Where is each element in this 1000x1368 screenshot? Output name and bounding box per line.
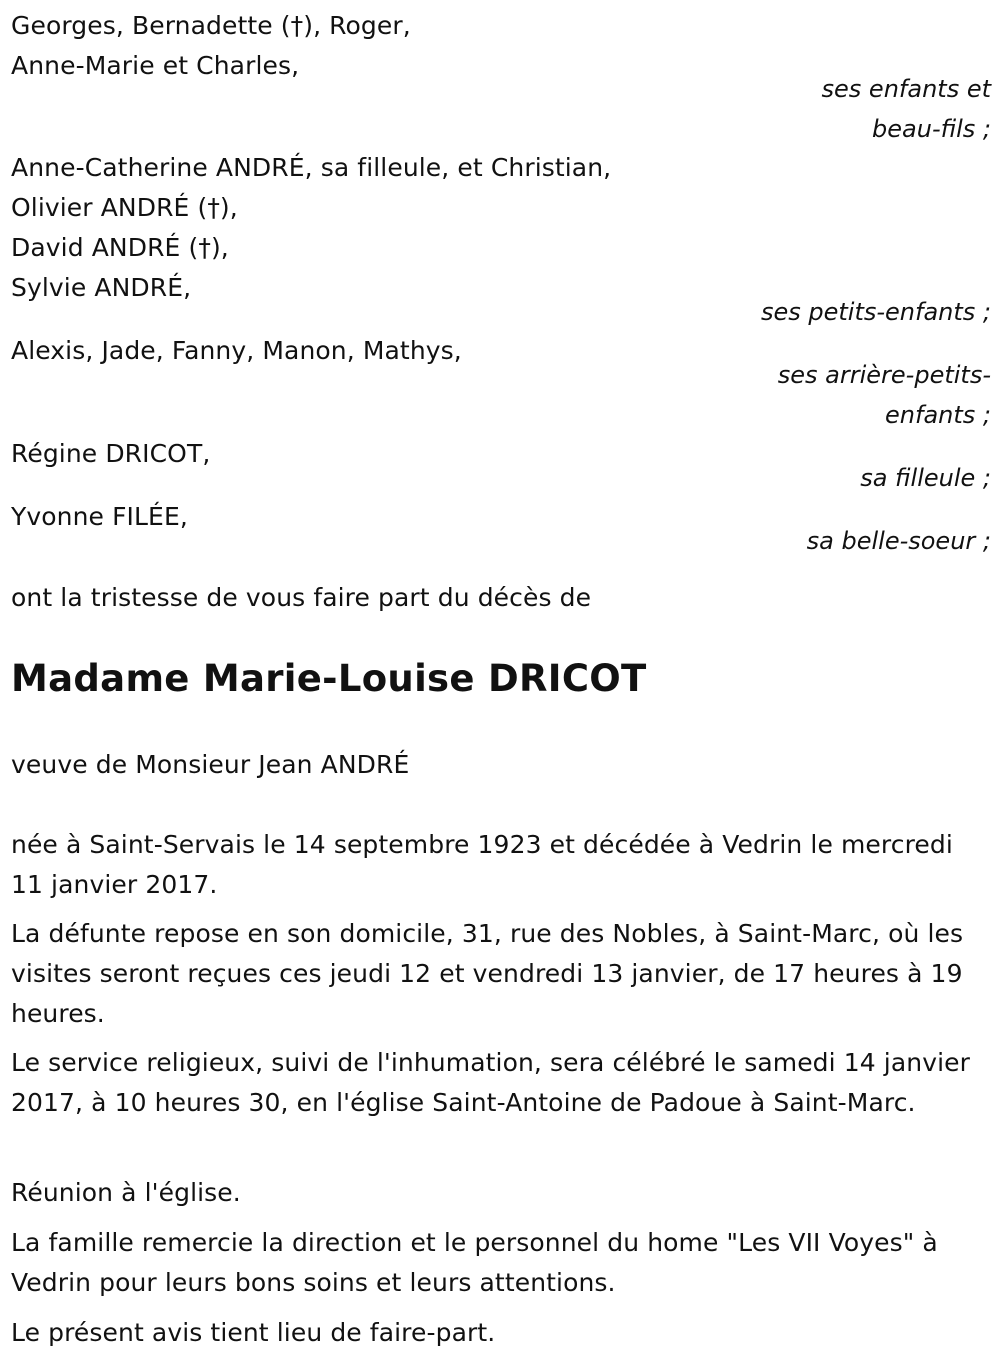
notice-paragraph: Le présent avis tient lieu de faire-part.: [11, 1318, 496, 1347]
mourner-line: Georges, Bernadette (†), Roger,: [11, 11, 411, 40]
mourner-line: Yvonne FILÉE,: [11, 502, 188, 531]
announcement-text: ont la tristesse de vous faire part du décès de: [11, 583, 592, 612]
relation-label: ses petits-enfants ;: [760, 298, 991, 326]
meeting-paragraph: Réunion à l'église.: [11, 1178, 241, 1207]
birth-death-paragraph: née à Saint-Servais le 14 septembre 1923 et décédée à Vedrin le mercredi 11 janvier 2017.: [11, 830, 953, 899]
relation-label: sa belle-soeur ;: [806, 527, 991, 555]
mourner-line: Anne-Catherine ANDRÉ, sa filleule, et Christian,: [11, 153, 612, 182]
mourner-line: Sylvie ANDRÉ,: [11, 273, 192, 302]
widow-of-text: veuve de Monsieur Jean ANDRÉ: [11, 750, 410, 779]
mourner-line: Olivier ANDRÉ (†),: [11, 193, 238, 222]
relation-label: beau-fils ;: [872, 115, 991, 143]
deceased-name: Madame Marie-Louise DRICOT: [11, 657, 647, 700]
mourner-line: Alexis, Jade, Fanny, Manon, Mathys,: [11, 336, 462, 365]
visitation-paragraph: La défunte repose en son domicile, 31, rue des Nobles, à Saint-Marc, où les visites seront reçues ces jeudi 12 et vendredi 13 janvier, de 17 heures à 19 heures.: [11, 919, 964, 1028]
mourner-line: Régine DRICOT,: [11, 439, 211, 468]
mourner-line: David ANDRÉ (†),: [11, 233, 229, 262]
relation-label: sa filleule ;: [860, 464, 991, 492]
relation-label: enfants ;: [885, 401, 991, 429]
service-paragraph: Le service religieux, suivi de l'inhumation, sera célébré le samedi 14 janvier 2017, à 10 heures 30, en l'église Saint-Antoine de Padoue à Saint-Marc.: [11, 1048, 971, 1117]
relation-label: ses enfants et: [821, 75, 991, 103]
thanks-paragraph: La famille remercie la direction et le personnel du home "Les VII Voyes" à Vedrin pour leurs bons soins et leurs attentions.: [11, 1228, 938, 1297]
relation-label: ses arrière-petits-: [777, 361, 991, 389]
mourner-line: Anne-Marie et Charles,: [11, 51, 300, 80]
